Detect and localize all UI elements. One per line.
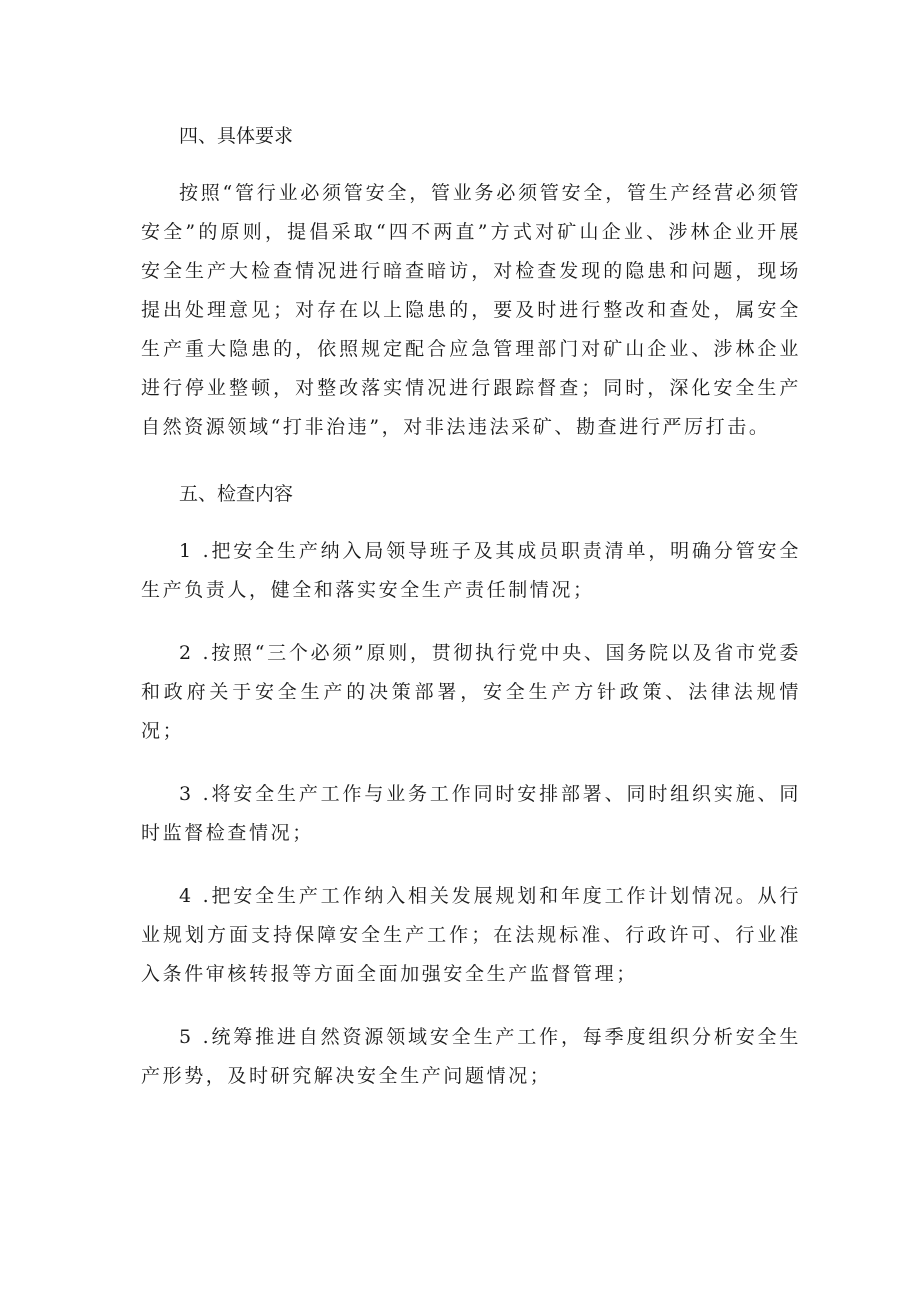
document-page — [141, 112, 801, 1120]
list-item: 5 .统筹推进自然资源领域安全生产工作，每季度组织分析安全生产形势，及时研究解决安全生产问题情况； — [141, 1026, 801, 1087]
section-heading-requirements: 四、具体要求 — [179, 125, 294, 147]
list-item: 1 .把安全生产纳入局领导班子及其成员职责清单，明确分管安全生产负责人，健全和落实安全生产责任制情况； — [141, 540, 801, 601]
list-item: 4 .把安全生产工作纳入相关发展规划和年度工作计划情况。从行业规划方面支持保障安全生产工作；在法规标准、行政许可、行业准入条件审核转报等方面全面加强安全生产监督管理； — [141, 885, 801, 985]
list-item: 2 .按照“三个必须”原则，贯彻执行党中央、国务院以及省市党委和政府关于安全生产的决策部署，安全生产方针政策、法律法规情况； — [141, 642, 801, 742]
section-paragraph-requirements: 按照“管行业必须管安全，管业务必须管安全，管生产经营必须管安全”的原则，提倡采取“四不两直”方式对矿山企业、涉林企业开展安全生产大检查情况进行暗查暗访，对检查发现的隐患和问题，现场提出处理意见；对存在以上隐患的，要及时进行整改和查处，属安全生产重大隐患的，依照规定配合应急管理部门对矿山企业、涉林企业进行停业整顿，对整改落实情况进行跟踪督查；同时，深化安全生产自然资源领域“打非治违”，对非法违法采矿、勘查进行严厉打击。 — [141, 182, 801, 438]
list-item: 3 .将安全生产工作与业务工作同时安排部署、同时组织实施、同时监督检查情况； — [141, 783, 801, 844]
section-heading-inspection-content: 五、检查内容 — [179, 483, 294, 505]
